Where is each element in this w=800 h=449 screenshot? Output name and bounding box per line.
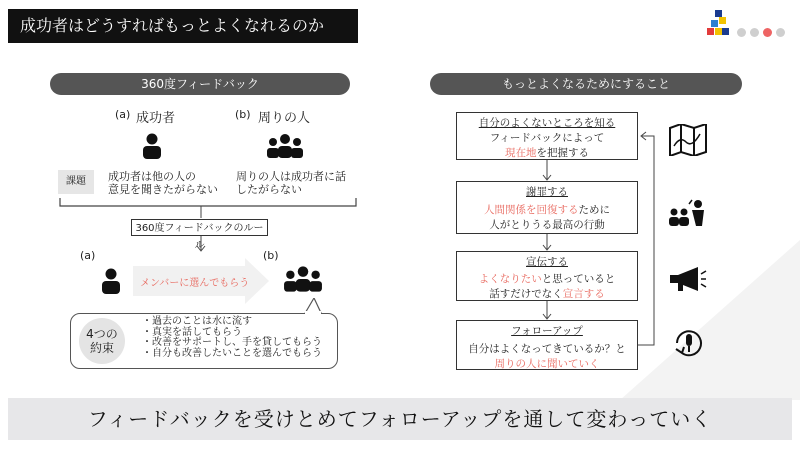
select-members-text: メンバーに選んでもらう (140, 278, 250, 289)
apology-icon (668, 198, 708, 228)
map-icon (668, 124, 708, 156)
bracket (58, 198, 358, 218)
section-pill-360: 360度フィードバック (50, 73, 350, 95)
a2-label: (a) (80, 249, 96, 262)
col-a-name: 成功者 (136, 111, 176, 126)
rule-item: ・改善をサポートし、手を貸してもらう (142, 337, 322, 348)
col-a-label: (a) (115, 108, 131, 121)
footer-message: フィードバックを受けとめてフォローアップを通して変わっていく (87, 407, 713, 431)
issue-label: 課題 (58, 170, 94, 194)
rule-item: ・自分も改善したいことを選んでもらう (142, 347, 322, 359)
col-b-label: (b) (235, 108, 251, 121)
person-icon-2 (100, 268, 122, 294)
col-b-name: 周りの人 (258, 111, 311, 126)
follow-up-icon (672, 326, 706, 360)
group-icon (266, 133, 304, 159)
rules-list (142, 317, 322, 359)
b2-label: (b) (263, 249, 279, 262)
group-icon-2 (283, 265, 323, 293)
page-title: 成功者はどうすればもっとよくなれるのか (8, 9, 358, 43)
logo-icon (707, 10, 729, 38)
rule-box: 360度フィードバックのルール (131, 219, 268, 236)
section-pill-improve: もっとよくなるためにすること (430, 73, 742, 95)
four-promises-badge: 4つの 約束 (79, 318, 125, 364)
step-announce: 宣伝する よくなりたいと思っていると 話すだけでなく宣言する (456, 251, 638, 301)
step-arrow (542, 301, 552, 321)
step-arrow (542, 160, 552, 182)
down-arrow (196, 236, 206, 254)
issue-b-text: 周りの人は成功者に話 したがらない (236, 170, 346, 196)
step-follow-up: フォローアップ 自分はよくなってきているか？と 周りの人に聞いていく (456, 320, 638, 370)
person-icon (141, 133, 163, 159)
step-apologize: 謝罪する 人間関係を回復するために 人がとりうる最高の行動 (456, 181, 638, 234)
rule-item: ・過去のことは水に流す (142, 316, 252, 327)
step-know-weakness: 自分のよくないところを知る フィードバックによって 現在地を把握する (456, 112, 638, 160)
step-arrow (542, 234, 552, 252)
issue-a-text: 成功者は他の人の 意見を聞きたがらない (108, 170, 218, 196)
megaphone-icon (668, 266, 708, 292)
rule-item: ・真実を話してもらう (142, 326, 242, 338)
loop-arrow (636, 128, 660, 350)
page-dots (737, 22, 789, 41)
